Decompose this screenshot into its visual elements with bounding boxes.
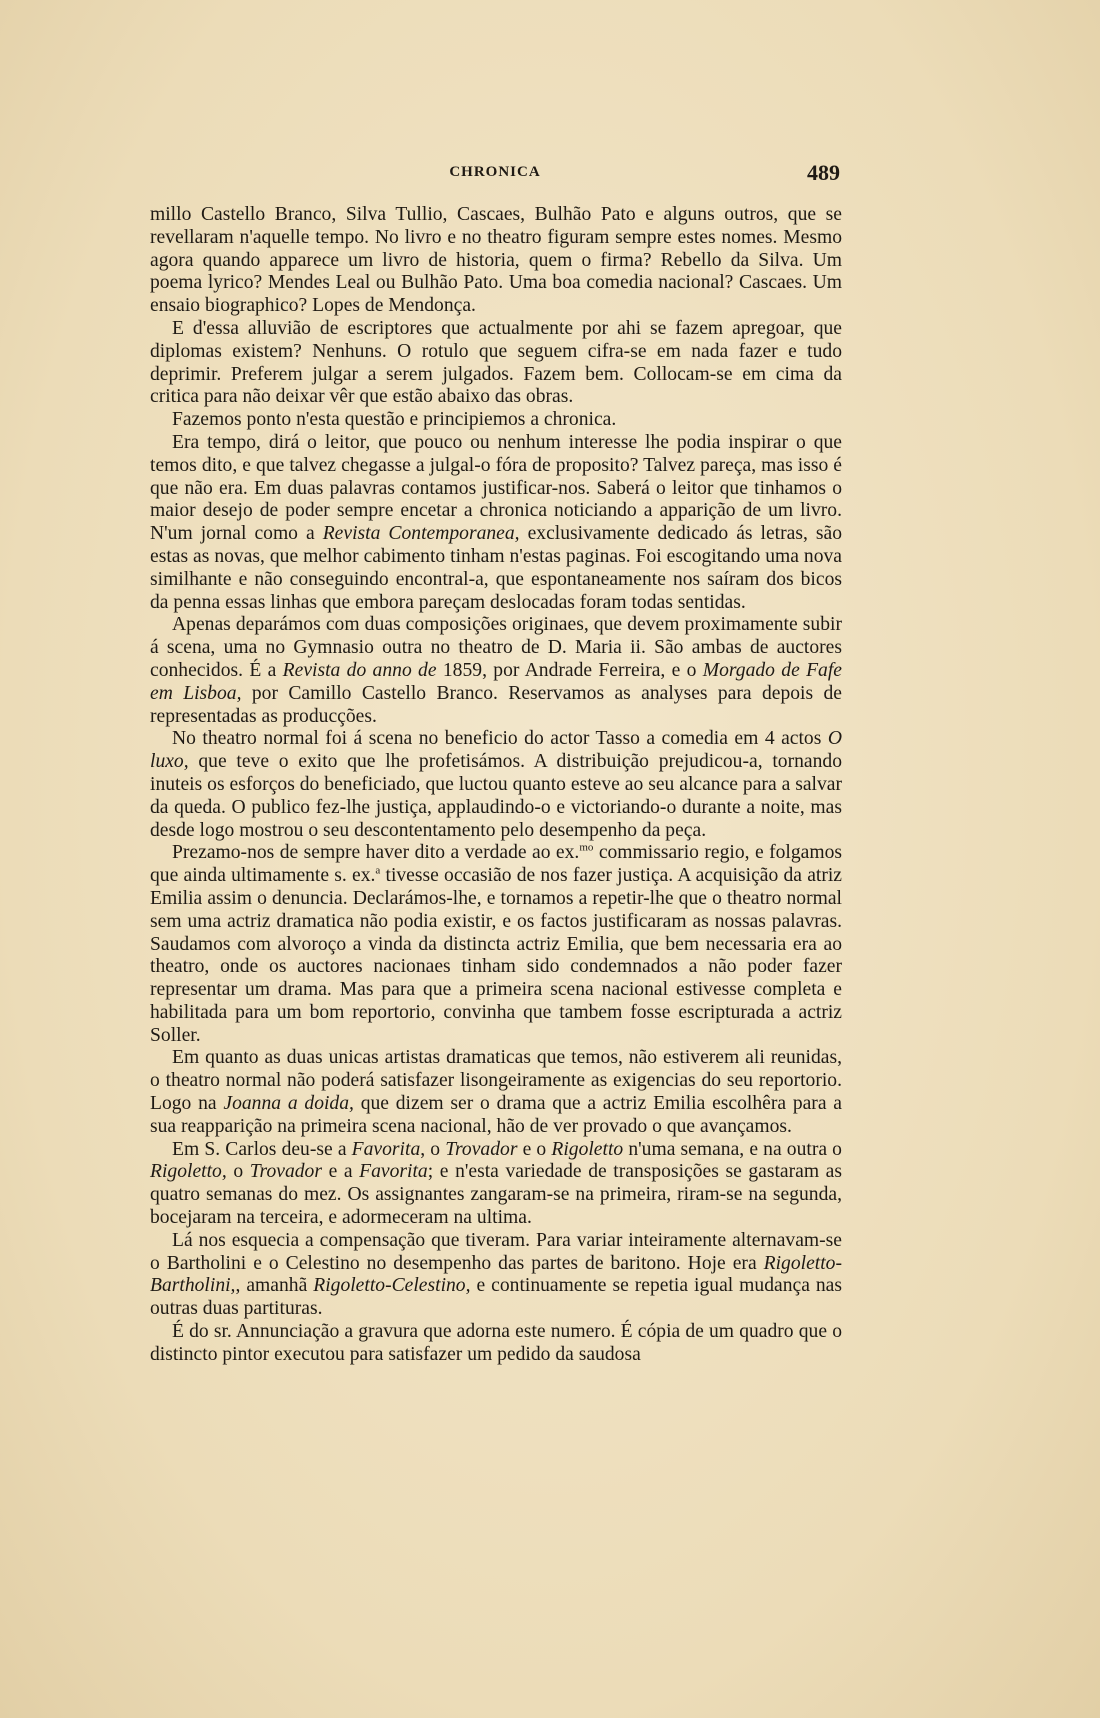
- superscript: a: [375, 864, 381, 877]
- text-run: o: [226, 1161, 250, 1183]
- text-run: Em S. Carlos deu-se a: [172, 1138, 352, 1160]
- text-run: que teve o exito que lhe profetisámos. A distribuição prejudicou-a, tornando inuteis os esforços do beneficiado, que luctou quanto esteve ao seu alcance para a salvar da queda. O publico fez-lhe justiça, applaudindo-o e victoriando-o durante a noite, mas desde logo mostrou o seu descontentamento pelo desempenho da peça.: [150, 751, 842, 841]
- italic-title: Trovador: [445, 1138, 518, 1160]
- text-run: millo Castello Branco, Silva Tullio, Cascaes, Bulhão Pato e alguns outros, que se revellaram n'aquelle tempo. No livro e no theatro figuram sempre estes nomes. Mesmo agora quando apparece um livro de historia, quem o firma? Rebello da Silva. Um poema lyrico? Mendes Leal ou Bulhão Pato. Uma boa comedia nacional? Cascaes. Um ensaio biographico? Lopes de Mendonça.: [150, 204, 842, 317]
- superscript: mo: [579, 841, 594, 854]
- italic-title: O luxo,: [150, 728, 842, 773]
- text-run: Era tempo, dirá o leitor, que pouco ou nenhum interesse lhe podia inspirar o que temos dito, e que talvez chegasse a julgal-o fóra de proposito? Talvez pareça, mas isso é que não era. Em duas palavras contamos justificar-nos. Saberá o leitor que tinhamos o maior desejo de poder sempre encetar a chronica noticiando a apparição de um livro. N'um jornal como a: [150, 431, 842, 545]
- text-run: Em quanto as duas unicas artistas dramaticas que temos, não estiverem ali reunidas, o theatro normal não poderá satisfazer lisongeiramente as exigencias do seu reportorio. Logo na: [150, 1047, 842, 1115]
- text-run: que dizem ser o drama que a actriz Emilia escolhêra para a sua reapparição na primeira scena nacional, hão de ver provado o que avançamos.: [150, 1093, 842, 1137]
- paragraph: [150, 432, 842, 614]
- italic-title: Favorita: [359, 1161, 428, 1183]
- text-run: 1859, por Andrade Ferreira, e o: [436, 659, 703, 681]
- italic-title: Favorita: [351, 1138, 421, 1160]
- text-run: e continuamente se repetia igual mudança nas outras duas partituras.: [150, 1275, 842, 1320]
- italic-title: Rigoletto-Celestino,: [313, 1275, 471, 1297]
- text-run: tivesse occasião de nos fazer justiça. A acquisição da atriz Emilia assim o denuncia. Declarámos-lhe, e tornamos a repetir-lhe que o theatro normal sem uma actriz dramatica não podia existir, e os factos justificaram as nossas palavras. Saudamos com alvoroço a vinda da distincta actriz Emilia, que bem necessaria era ao theatro, onde os auctores nacionaes tinham sido condemnados a não poder fazer representar um drama. Mas para que a primeira scena nacional estivesse completa e habilitada para um bom reportorio, convinha que tambem fosse escripturada a actriz Soller.: [150, 865, 843, 1046]
- text-run: Lá nos esquecia a compensação que tiveram. Para variar inteiramente alternavam-se o Bartholini e o Celestino no desempenho das partes de baritono. Hoje era: [150, 1229, 842, 1274]
- italic-title: Morgado de Fafe em Lisboa,: [150, 659, 842, 704]
- paragraph: [150, 1321, 842, 1367]
- section-title: CHRONICA: [449, 164, 541, 180]
- italic-title: Revista Contemporanea,: [322, 523, 520, 545]
- paragraph: [150, 1230, 842, 1321]
- paragraph: [150, 614, 842, 728]
- text-run: Fazemos ponto n'esta questão e principiemos a chronica.: [172, 409, 617, 431]
- text-run: É do sr. Annunciação a gravura que adorna este numero. É cópia de um quadro que o distincto pintor executou para satisfazer um pedido da saudosa: [150, 1321, 842, 1365]
- paragraph: [150, 409, 842, 432]
- paragraph: [150, 1139, 842, 1230]
- italic-title: Trovador: [249, 1161, 322, 1183]
- text-run: por Camillo Castello Branco. Reservamos as analyses para depois de representadas as producções.: [150, 682, 842, 727]
- text-run: , o: [420, 1138, 446, 1160]
- text-run: e o: [517, 1138, 552, 1160]
- running-header: [150, 160, 840, 190]
- text-run: ; e n'esta variedade de transposições se gastaram as quatro semanas do mez. Os assignantes zangaram-se na primeira, riram-se na segunda, bocejaram na terceira, e adormeceram na ultima.: [150, 1161, 843, 1229]
- text-run: exclusivamente dedicado ás letras, são estas as novas, que melhor cabimento tinham n'estas paginas. Foi escogitando uma nova similhante e não conseguindo encontral-a, que espontaneamente nos saíram dos bicos da penna essas linhas que embora pareçam deslocadas foram todas sentidas.: [150, 523, 842, 613]
- text-run: E d'essa alluvião de escriptores que actualmente por ahi se fazem apregoar, que diplomas existem? Nenhuns. O rotulo que seguem cifra-se em nada fazer e tudo deprimir. Preferem julgar a serem julgados. Fazem bem. Collocam-se em cima da critica para não deixar vêr que estão abaixo das obras.: [150, 317, 842, 408]
- paragraph: [150, 1047, 842, 1138]
- paragraph: [150, 204, 842, 318]
- page-number: 489: [807, 160, 840, 185]
- text-run: Apenas deparámos com duas composições originaes, que devem proximamente subir á scena, uma no Gymnasio outra no theatro de D. Maria ii. São ambas de auctores conhecidos. É a: [150, 614, 842, 681]
- paragraph: [150, 728, 842, 842]
- italic-title: Rigoletto: [551, 1138, 624, 1160]
- italic-title: Rigoletto-Bartholini,: [150, 1252, 842, 1297]
- text-run: , amanhã: [235, 1275, 314, 1297]
- paragraph: [150, 318, 842, 409]
- paragraph: [150, 842, 842, 1047]
- body-text: [150, 204, 842, 1367]
- text-run: No theatro normal foi á scena no beneficio do actor Tasso a comedia em 4 actos: [172, 728, 828, 750]
- text-run: commissario regio, e folgamos que ainda ultimamente s. ex.: [150, 842, 842, 887]
- italic-title: Joanna a doida,: [223, 1093, 354, 1115]
- italic-title: Rigoletto,: [150, 1161, 227, 1183]
- italic-title: Revista do anno de: [282, 659, 437, 681]
- text-run: e a: [321, 1161, 360, 1183]
- text-run: n'uma semana, e na outra o: [623, 1138, 842, 1160]
- text-run: Prezamo-nos de sempre haver dito a verdade ao ex.: [172, 842, 580, 864]
